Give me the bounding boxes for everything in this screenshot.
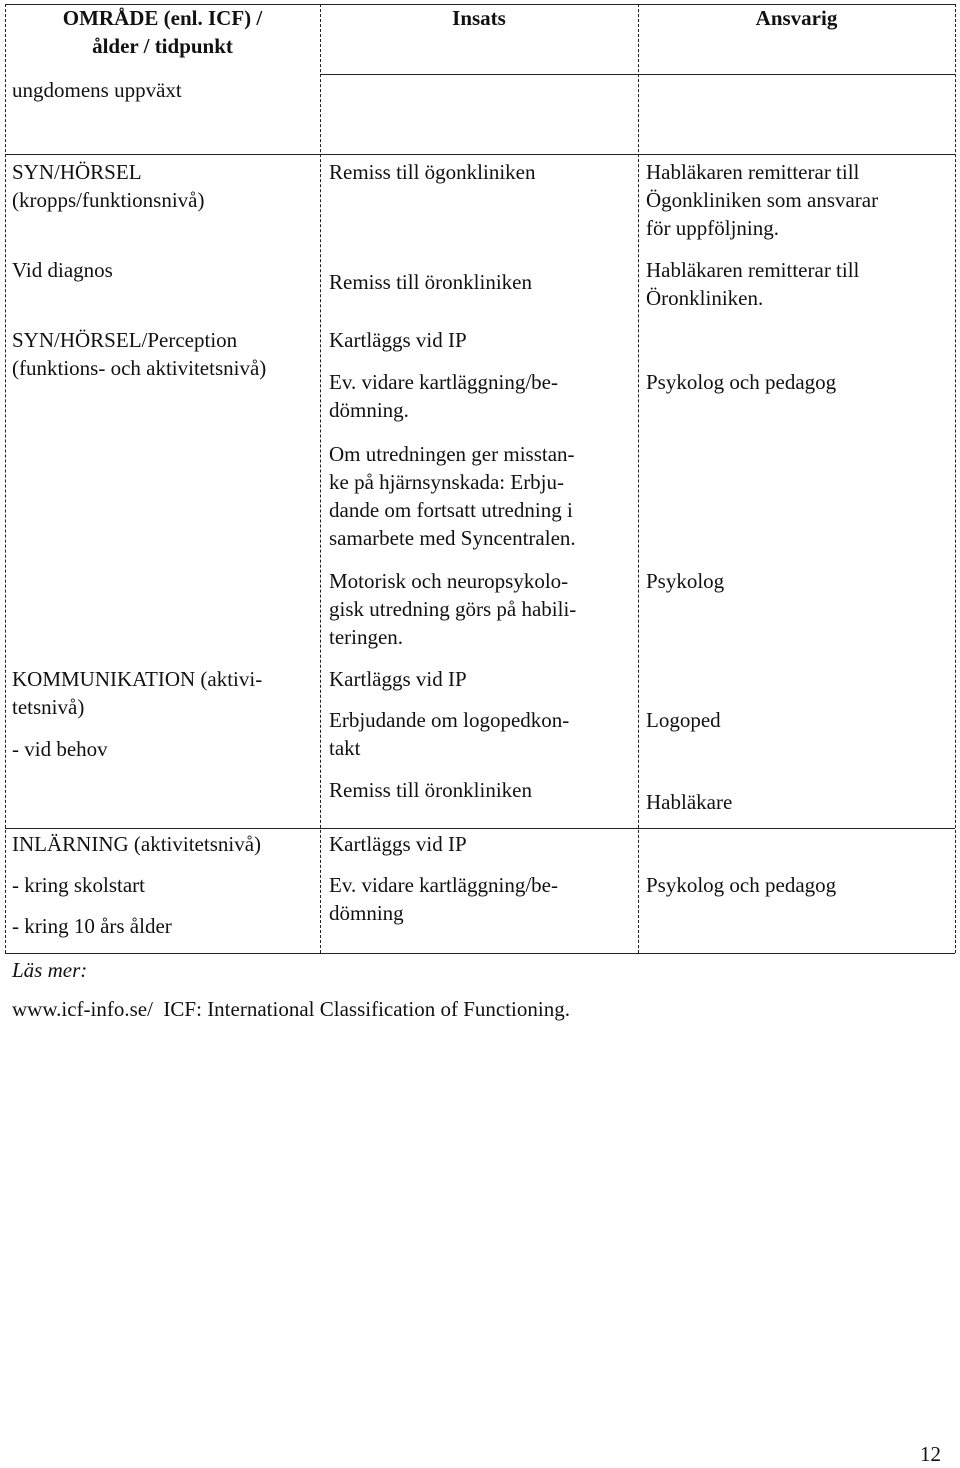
table-bottom-border	[5, 953, 955, 954]
column-divider	[320, 4, 321, 953]
table-right-border	[955, 4, 956, 953]
hablakare-text: Habläkare	[646, 790, 733, 814]
page-number: 12	[920, 1442, 941, 1466]
header-area: OMRÅDE (enl. ICF) / ålder / tidpunkt	[62, 6, 263, 58]
habl-oron-text: Habläkaren remitterar till Öronkliniken.	[646, 258, 860, 310]
motorisk-text: Motorisk och neuropsykolo- gisk utredning görs på habili- teringen.	[329, 569, 577, 649]
kartlaggs-text: Kartläggs vid IP	[329, 328, 467, 352]
logoped-text: Logoped	[646, 708, 721, 732]
om-utredningen-text: Om utredningen ger misstan- ke på hjärnsynskada: Erbju- dande om fortsatt utredning i samarbete med Syncentralen.	[329, 442, 576, 550]
ev-vidare-text: Ev. vidare kartläggning/be- dömning	[329, 873, 558, 925]
kartlaggs-text: Kartläggs vid IP	[329, 667, 467, 691]
remiss-oron-text: Remiss till öronkliniken	[329, 270, 532, 294]
logoped-offer-text: Erbjudande om logopedkon- takt	[329, 708, 570, 760]
vid-diagnos-label: Vid diagnos	[12, 258, 113, 282]
icf-link-line: www.icf-info.se/ ICF: International Classification of Functioning.	[12, 997, 570, 1021]
vid-behov-label: - vid behov	[12, 737, 108, 761]
kommunikation-label: KOMMUNIKATION (aktivi- tetsnivå)	[12, 667, 263, 719]
habl-ogon-text: Habläkaren remitterar till Ögonkliniken som ansvarar för uppföljning.	[646, 160, 879, 240]
table-left-border	[5, 4, 6, 953]
column-divider	[638, 4, 639, 953]
psykolog-pedagog-text: Psykolog och pedagog	[646, 370, 837, 394]
las-mer-label: Läs mer:	[12, 958, 88, 982]
syn-horsel-label: SYN/HÖRSEL (kropps/funktionsnivå)	[12, 160, 205, 212]
upbringing-label: ungdomens uppväxt	[12, 78, 182, 102]
tio-ar-label: - kring 10 års ålder	[12, 914, 172, 938]
row-divider	[5, 154, 955, 155]
kartlaggs-text: Kartläggs vid IP	[329, 832, 467, 856]
header-insats: Insats	[452, 6, 506, 30]
psykolog-pedagog-text: Psykolog och pedagog	[646, 873, 837, 897]
perception-label: SYN/HÖRSEL/Perception (funktions- och aktivitetsnivå)	[12, 328, 267, 380]
row-divider	[5, 828, 955, 829]
psykolog-text: Psykolog	[646, 569, 725, 593]
skolstart-label: - kring skolstart	[12, 873, 145, 897]
remiss-ogon-text: Remiss till ögonkliniken	[329, 160, 536, 184]
inlarning-label: INLÄRNING (aktivitetsnivå)	[12, 832, 262, 856]
ev-vidare-text: Ev. vidare kartläggning/be- dömning.	[329, 370, 558, 422]
remiss-oron-text: Remiss till öronkliniken	[329, 778, 532, 802]
header-ansvarig: Ansvarig	[755, 6, 838, 30]
